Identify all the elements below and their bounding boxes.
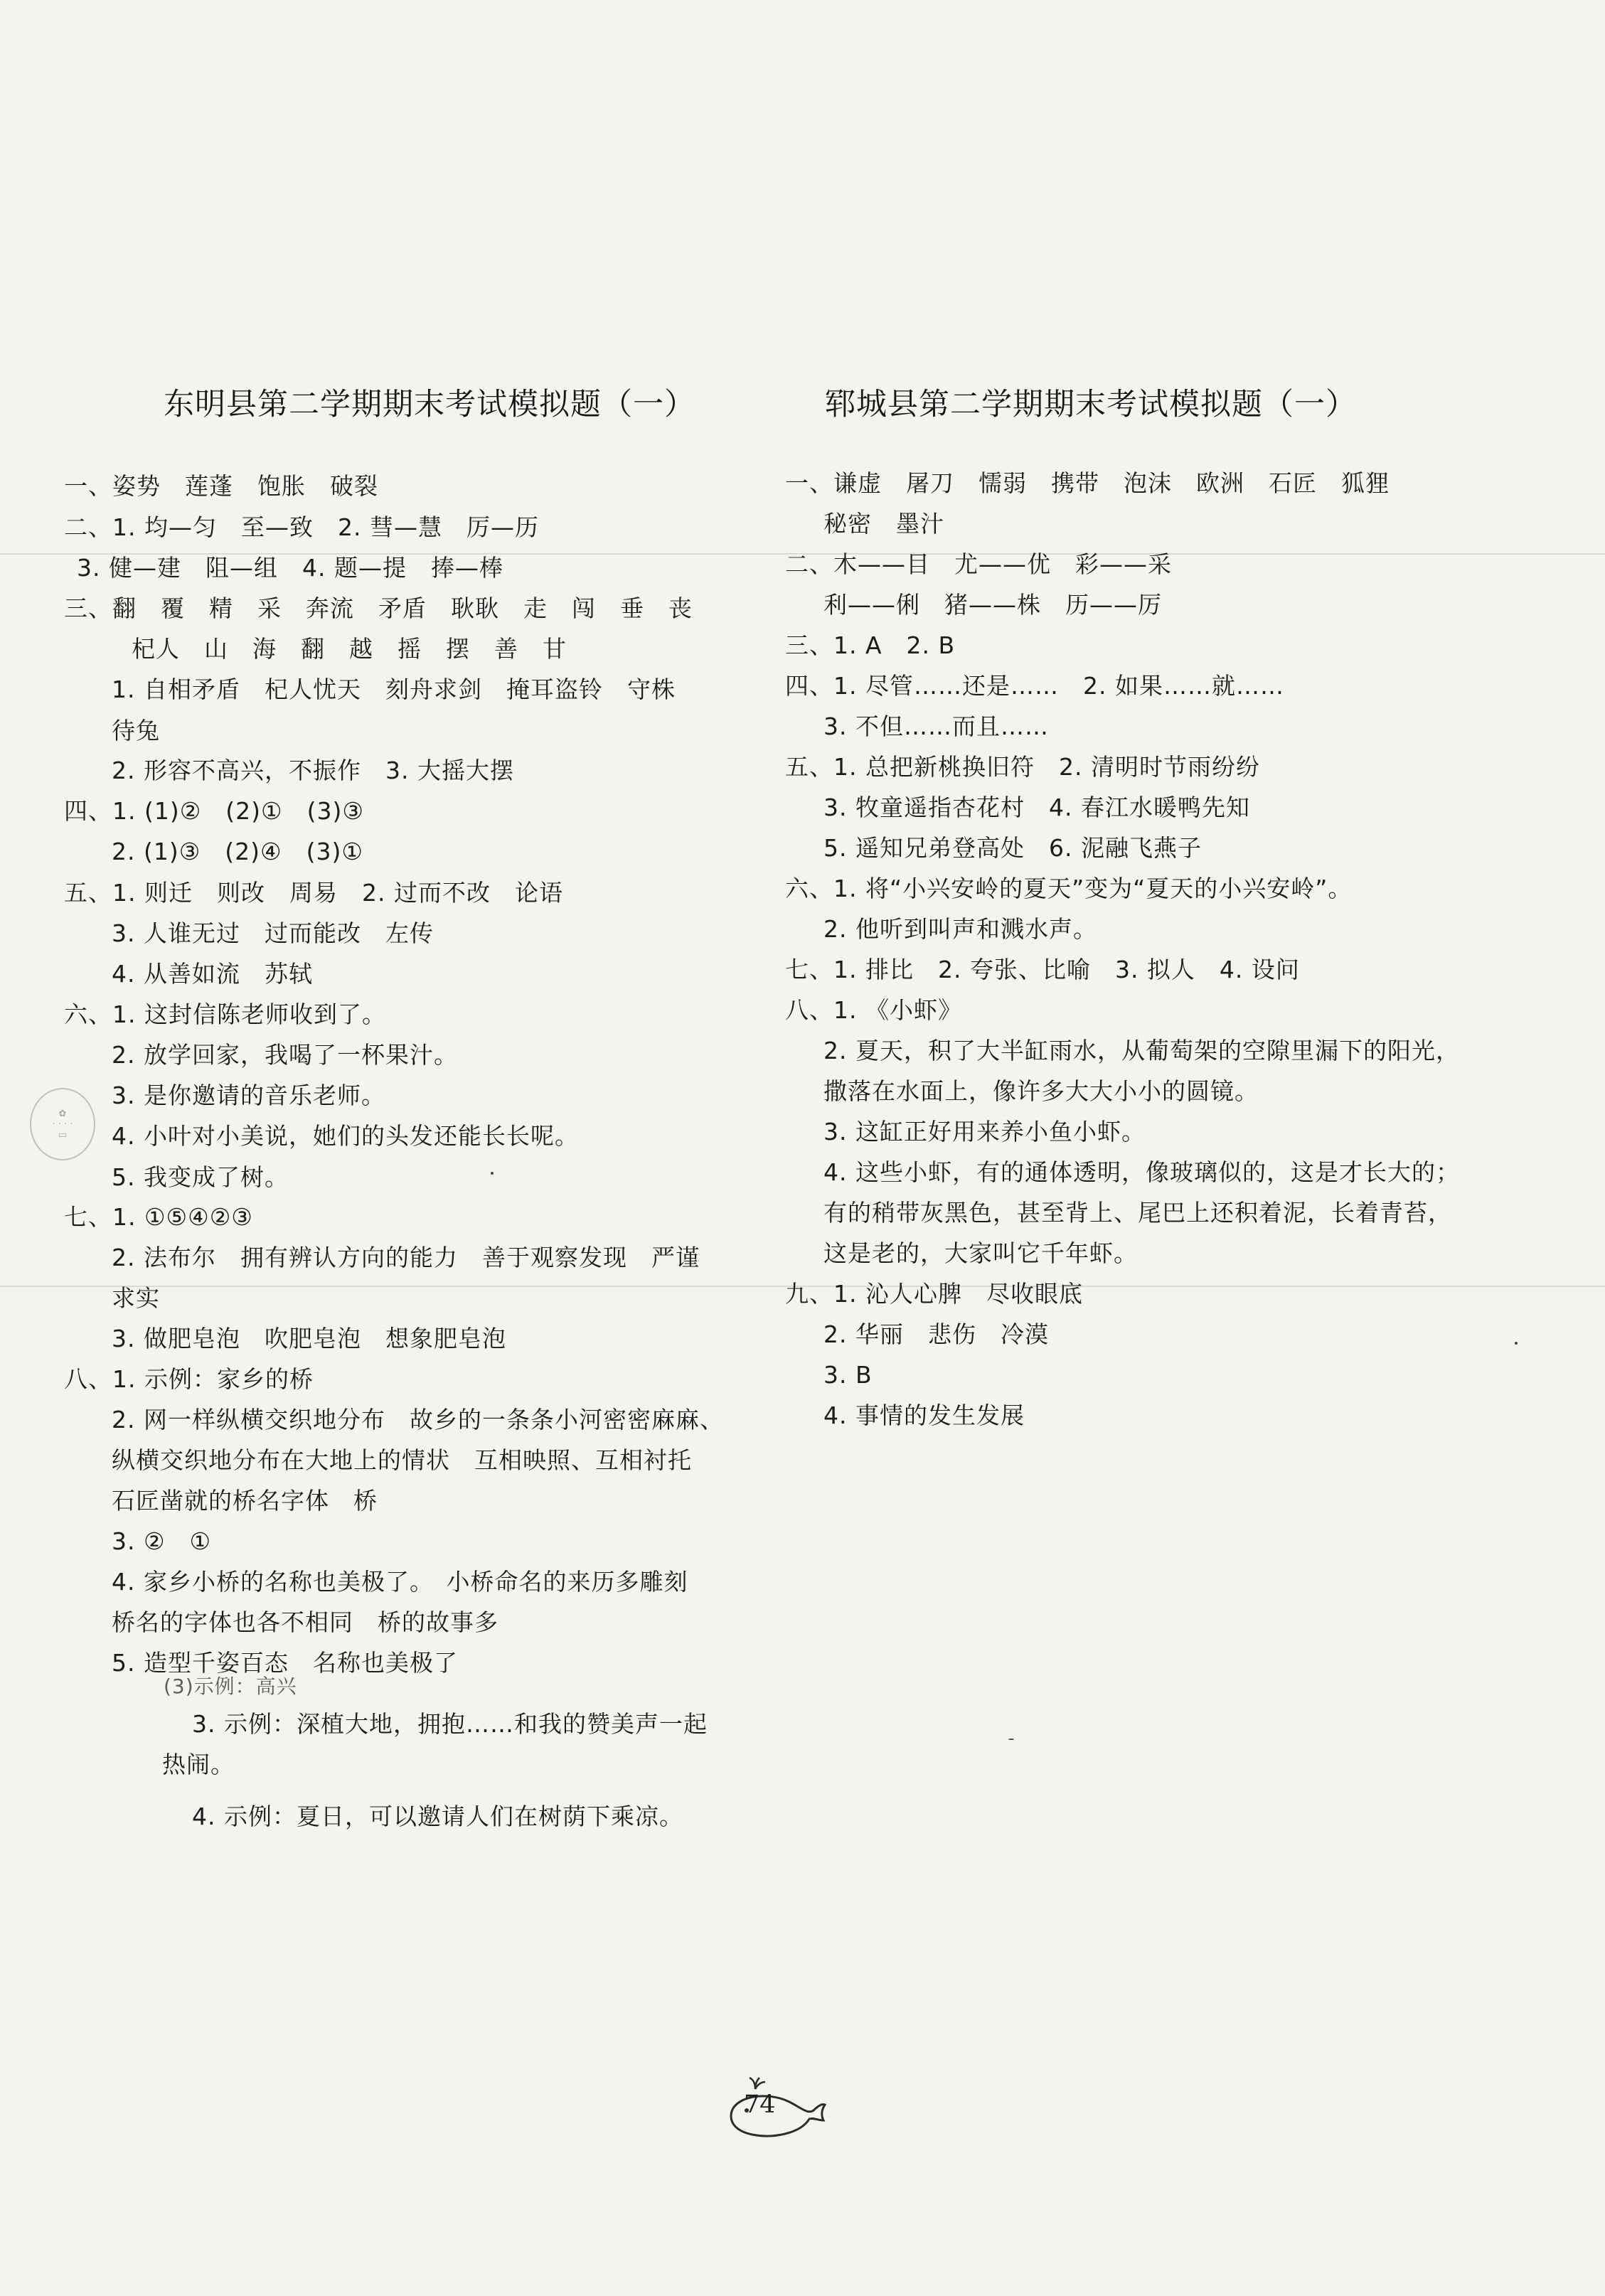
answer-line: 2. 华丽 悲伤 冷漠 [823, 1320, 1049, 1348]
answer-line: 六、1. 将“小兴安岭的夏天”变为“夏天的小兴安岭”。 [785, 875, 1353, 902]
answer-line: 石匠凿就的桥名字体 桥 [112, 1487, 378, 1515]
answer-line: 利——俐 猪——株 历——厉 [823, 591, 1162, 619]
answer-line: 2. 法布尔 拥有辨认方向的能力 善于观察发现 严谨 [112, 1244, 700, 1271]
answer-line: 2. (1)③ (2)④ (3)① [112, 838, 363, 865]
page-number: 74 [744, 2091, 776, 2119]
answer-line: 4. 家乡小桥的名称也美极了。 小桥命名的来历多雕刻 [112, 1568, 688, 1596]
answer-line: 三、1. A 2. B [785, 631, 956, 659]
answer-line: 3. B [823, 1361, 873, 1389]
answer-line: 四、1. (1)② (2)① (3)③ [64, 797, 364, 825]
answer-line: 4. 事情的发生发展 [823, 1401, 1025, 1429]
answer-line: 3. 做肥皂泡 吹肥皂泡 想象肥皂泡 [112, 1325, 506, 1352]
answer-line: 这是老的，大家叫它千年虾。 [823, 1239, 1138, 1267]
answer-line: 二、木——目 尤——优 彩——采 [785, 550, 1172, 578]
answer-line: 八、1. 示例：家乡的桥 [64, 1365, 314, 1393]
answer-line: 3. 不但……而且…… [823, 712, 1049, 740]
scan-speck [1008, 1739, 1014, 1740]
answer-line: 5. 遥知兄弟登高处 6. 泥融飞燕子 [823, 834, 1202, 862]
answer-line: 3. ② ① [112, 1527, 212, 1555]
answer-line: 2. 他听到叫声和溅水声。 [823, 915, 1097, 943]
answer-line: 桥名的字体也各不相同 桥的故事多 [112, 1608, 498, 1636]
answer-line: 九、1. 沁人心脾 尽收眼底 [785, 1280, 1083, 1308]
answer-line: 五、1. 总把新桃换旧符 2. 清明时节雨纷纷 [785, 753, 1260, 781]
answer-line: 1. 自相矛盾 杞人忧天 刻舟求剑 掩耳盗铃 守株 [112, 676, 676, 703]
answer-line: 一、姿势 莲蓬 饱胀 破裂 [64, 472, 378, 500]
answer-line: 秘密 墨汁 [823, 510, 944, 538]
answer-line: 六、1. 这封信陈老师收到了。 [64, 1000, 386, 1028]
answer-line: 求实 [112, 1284, 160, 1312]
answer-line: 杞人 山 海 翻 越 摇 摆 善 甘 [132, 635, 567, 663]
answer-line: 七、1. 排比 2. 夸张、比喻 3. 拟人 4. 设问 [785, 956, 1300, 983]
left-column-title: 东明县第二学期期末考试模拟题（一） [164, 387, 695, 422]
answer-line: 3. 人谁无过 过而能改 左传 [112, 919, 434, 947]
answer-line: 三、翻 覆 精 采 奔流 矛盾 耿耿 走 闯 垂 丧 [64, 594, 693, 622]
whale-icon [724, 2075, 828, 2143]
answer-line: 2. 网一样纵横交织地分布 故乡的一条条小河密密麻麻、 [112, 1406, 724, 1433]
answer-line: 五、1. 则迁 则改 周易 2. 过而不改 论语 [64, 879, 563, 907]
answer-line: 二、1. 均—匀 至—致 2. 彗—慧 厉—历 [64, 513, 539, 541]
answer-line: 4. 从善如流 苏轼 [112, 960, 313, 988]
answer-line: (3)示例：高兴 [164, 1675, 297, 1698]
answer-line: 待兔 [112, 717, 160, 744]
answer-line: 4. 小叶对小美说，她们的头发还能长长呢。 [112, 1122, 579, 1150]
answer-line: 5. 我变成了树。 [112, 1163, 289, 1191]
answer-line: 七、1. ①⑤④②③ [64, 1203, 253, 1231]
answer-line: 4. 示例：夏日，可以邀请人们在树荫下乘凉。 [192, 1803, 683, 1830]
answer-line: 3. 健—建 阻—组 4. 题—提 捧—棒 [77, 554, 503, 582]
answer-line: 热闹。 [162, 1751, 235, 1778]
right-column-title: 郓城县第二学期期末考试模拟题（一） [825, 387, 1357, 422]
answer-line: 5. 造型千姿百态 名称也美极了 [112, 1649, 458, 1677]
answer-line: 撒落在水面上，像许多大大小小的圆镜。 [823, 1077, 1259, 1105]
answer-line: 3. 牧童遥指杏花村 4. 春江水暖鸭先知 [823, 794, 1250, 821]
answer-line: 八、1. 《小虾》 [785, 996, 962, 1024]
scan-speck [1515, 1342, 1518, 1345]
answer-line: 有的稍带灰黑色，甚至背上、尾巴上还积着泥，长着青苔， [823, 1199, 1452, 1227]
answer-line: 纵横交织地分布在大地上的情状 互相映照、互相衬托 [112, 1446, 692, 1474]
answer-line: 2. 放学回家，我喝了一杯果汁。 [112, 1041, 458, 1069]
answer-line: 四、1. 尽管……还是…… 2. 如果……就…… [785, 672, 1284, 700]
answer-line: 2. 夏天，积了大半缸雨水，从葡萄架的空隙里漏下的阳光， [823, 1037, 1460, 1064]
answer-line: 一、谦虚 屠刀 懦弱 携带 泡沫 欧洲 石匠 狐狸 [785, 469, 1390, 497]
stamp-seal: ✿ · · · · ▭ [30, 1088, 95, 1160]
answer-line: 4. 这些小虾，有的通体透明，像玻璃似的，这是才长大的； [823, 1158, 1460, 1186]
answer-line: 3. 示例：深植大地，拥抱……和我的赞美声一起 [192, 1710, 708, 1738]
answer-line: 3. 是你邀请的音乐老师。 [112, 1082, 385, 1109]
answer-line: 3. 这缸正好用来养小鱼小虾。 [823, 1118, 1146, 1146]
scan-speck [491, 1172, 494, 1175]
answer-line: 2. 形容不高兴，不振作 3. 大摇大摆 [112, 757, 514, 784]
